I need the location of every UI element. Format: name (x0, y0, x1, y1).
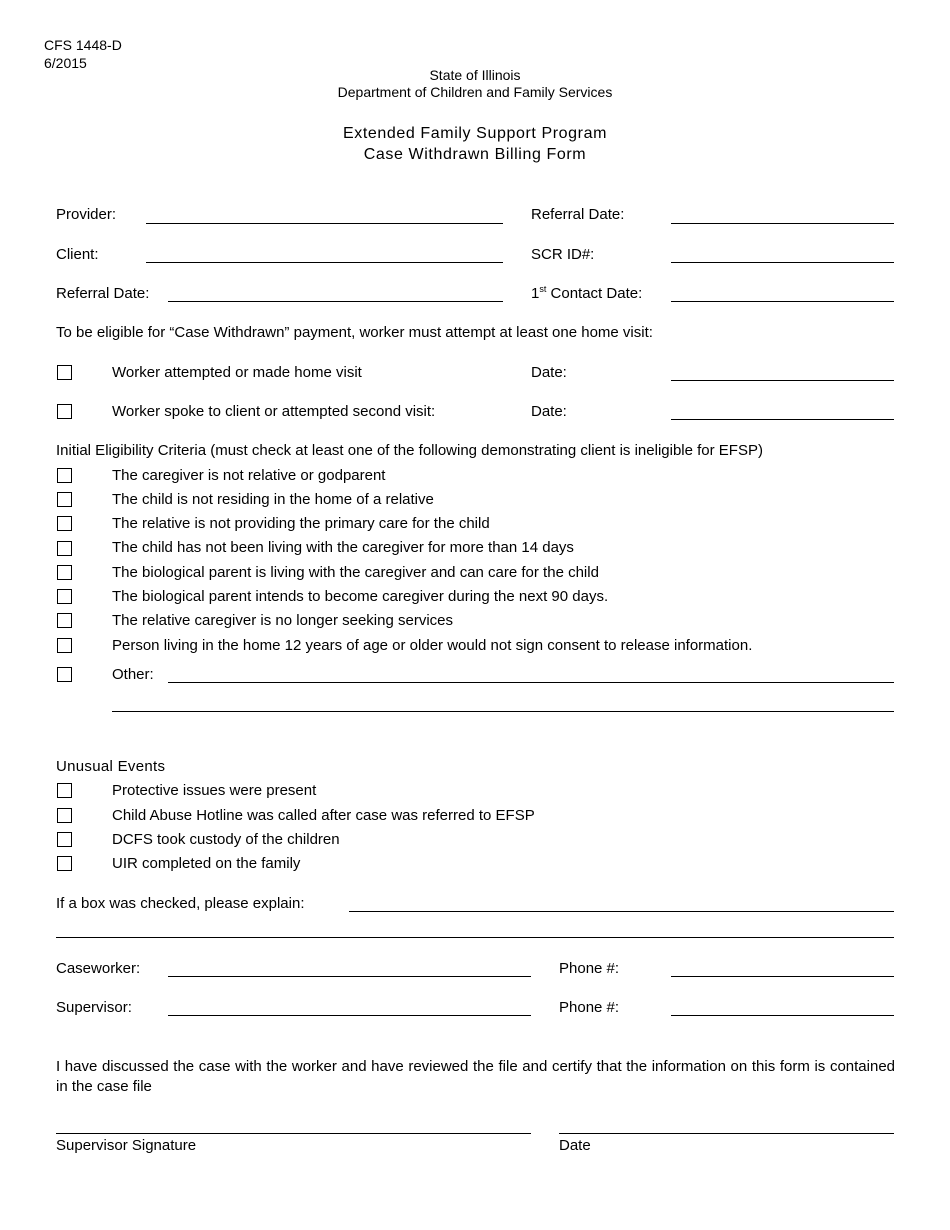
caseworker-field[interactable] (168, 976, 531, 977)
criteria-item: The child has not been living with the caregiver for more than 14 days (112, 539, 574, 556)
unusual-event-checkbox[interactable] (57, 808, 72, 823)
state-name: State of Illinois (429, 67, 521, 83)
first-contact-date-field[interactable] (671, 301, 894, 302)
client-field[interactable] (146, 262, 503, 263)
criteria-checkbox[interactable] (57, 589, 72, 604)
supervisor-signature-field[interactable] (56, 1133, 531, 1134)
second-visit-date-label: Date: (531, 403, 567, 420)
home-visit-date-label: Date: (531, 364, 567, 381)
other-checkbox[interactable] (57, 667, 72, 682)
criteria-item: The relative caregiver is no longer seeking services (112, 612, 453, 629)
other-label: Other: (112, 666, 154, 683)
home-visit-checkbox[interactable] (57, 365, 72, 380)
second-visit-label: Worker spoke to client or attempted second visit: (112, 403, 436, 420)
unusual-event-item: UIR completed on the family (112, 855, 301, 872)
scr-id-field[interactable] (671, 262, 894, 263)
criteria-checkbox[interactable] (57, 468, 72, 483)
criteria-item: The caregiver is not relative or godparent (112, 467, 386, 484)
criteria-heading: Initial Eligibility Criteria (must check at least one of the following demonstrating client is ineligible for EFSP) (56, 442, 763, 459)
form-number: CFS 1448-D (44, 37, 122, 53)
form-title: Extended Family Support Program (342, 125, 608, 142)
referral-date-right-label: Referral Date: (531, 206, 625, 223)
form-subtitle: Case Withdrawn Billing Form (363, 146, 587, 163)
explain-field[interactable] (349, 911, 894, 912)
criteria-checkbox[interactable] (57, 516, 72, 531)
supervisor-label: Supervisor: (56, 999, 132, 1016)
second-visit-date-field[interactable] (671, 419, 894, 420)
criteria-checkbox[interactable] (57, 638, 72, 653)
signature-date-label: Date (559, 1137, 591, 1154)
explain-label: If a box was checked, please explain: (56, 895, 305, 912)
criteria-item: The biological parent intends to become caregiver during the next 90 days. (112, 588, 609, 605)
caseworker-phone-label: Phone #: (559, 960, 620, 977)
unusual-event-checkbox[interactable] (57, 783, 72, 798)
supervisor-field[interactable] (168, 1015, 531, 1016)
unusual-event-checkbox[interactable] (57, 832, 72, 847)
client-label: Client: (56, 246, 99, 263)
criteria-checkbox[interactable] (57, 541, 72, 556)
eligibility-intro: To be eligible for “Case Withdrawn” payment, worker must attempt at least one home visit: (56, 324, 653, 341)
unusual-events-heading: Unusual Events (56, 758, 166, 775)
first-contact-date-label: 1st Contact Date: (531, 284, 643, 302)
home-visit-date-field[interactable] (671, 380, 894, 381)
department-name: Department of Children and Family Services (337, 84, 613, 100)
provider-field[interactable] (146, 223, 503, 224)
supervisor-signature-label: Supervisor Signature (56, 1137, 197, 1154)
provider-label: Provider: (56, 206, 117, 223)
supervisor-phone-field[interactable] (671, 1015, 894, 1016)
criteria-item: The child is not residing in the home of a relative (112, 491, 434, 508)
referral-date-left-label: Referral Date: (56, 285, 150, 302)
other-field[interactable] (168, 682, 894, 683)
supervisor-phone-label: Phone #: (559, 999, 620, 1016)
criteria-item: Person living in the home 12 years of age or older would not sign consent to release information. (112, 637, 753, 654)
other-field-continuation[interactable] (112, 711, 894, 712)
unusual-event-item: Protective issues were present (112, 782, 317, 799)
certification-text: I have discussed the case with the worker and have reviewed the file and certify that the information on this form is contained in the case file (56, 1058, 895, 1095)
criteria-checkbox[interactable] (57, 492, 72, 507)
criteria-item: The relative is not providing the primary care for the child (112, 515, 490, 532)
unusual-event-item: Child Abuse Hotline was called after case was referred to EFSP (112, 807, 535, 824)
referral-date-left-field[interactable] (168, 301, 503, 302)
caseworker-phone-field[interactable] (671, 976, 894, 977)
explain-field-continuation[interactable] (56, 937, 894, 938)
signature-date-field[interactable] (559, 1133, 894, 1134)
criteria-checkbox[interactable] (57, 565, 72, 580)
criteria-item: The biological parent is living with the caregiver and can care for the child (112, 564, 599, 581)
referral-date-right-field[interactable] (671, 223, 894, 224)
scr-id-label: SCR ID#: (531, 246, 595, 263)
unusual-event-item: DCFS took custody of the children (112, 831, 340, 848)
criteria-checkbox[interactable] (57, 613, 72, 628)
unusual-event-checkbox[interactable] (57, 856, 72, 871)
second-visit-checkbox[interactable] (57, 404, 72, 419)
form-date: 6/2015 (44, 55, 87, 71)
home-visit-label: Worker attempted or made home visit (112, 364, 362, 381)
caseworker-label: Caseworker: (56, 960, 141, 977)
